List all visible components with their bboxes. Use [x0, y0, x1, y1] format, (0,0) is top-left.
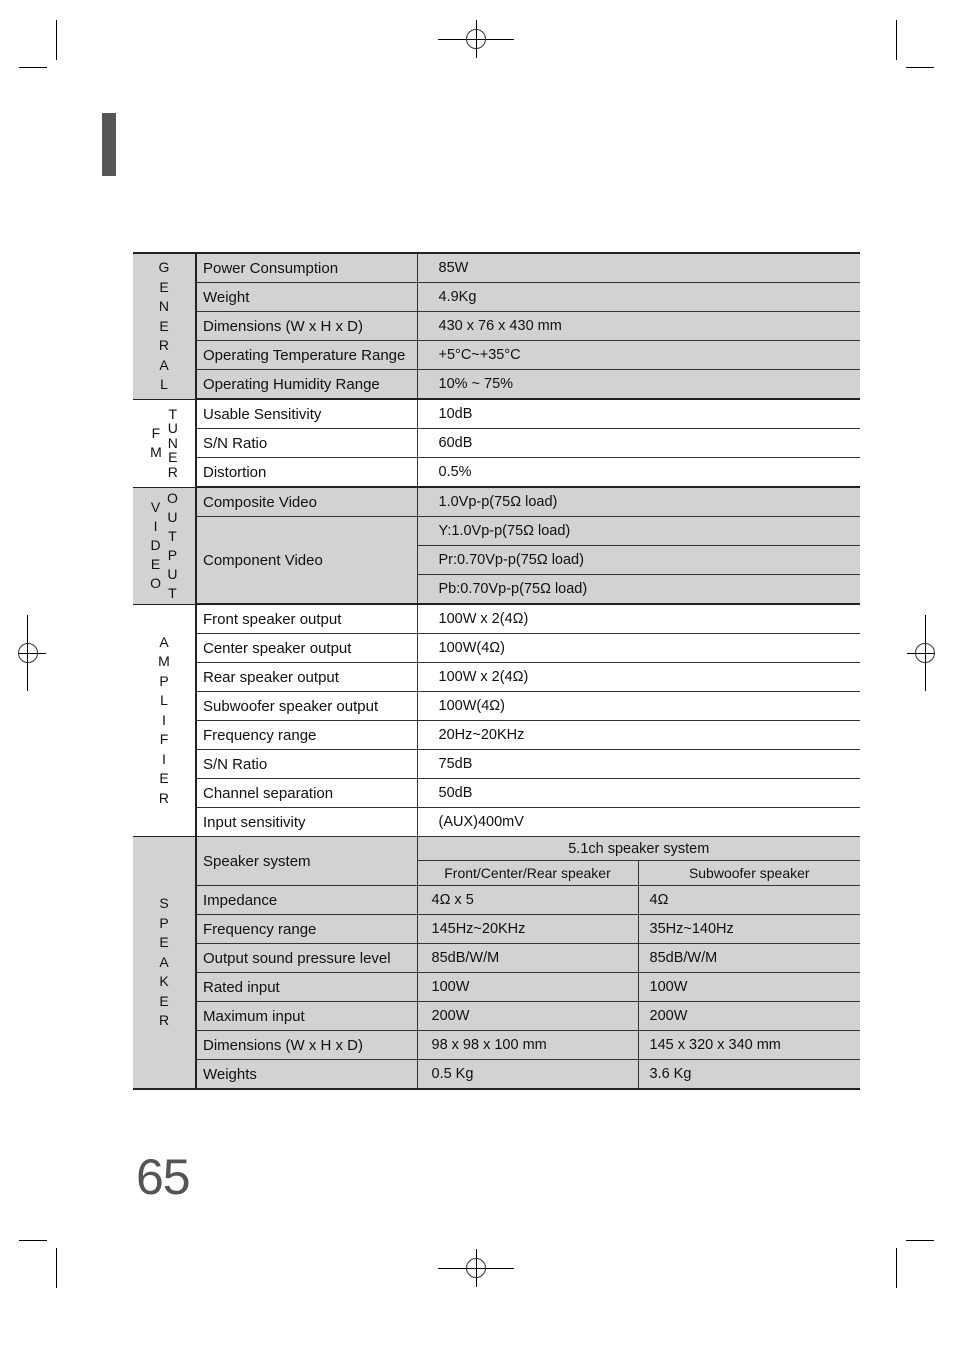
- spec-label: Channel separation: [196, 779, 417, 808]
- speaker-system-header: 5.1ch speaker system: [417, 837, 860, 861]
- table-row: [133, 1060, 860, 1090]
- spec-value: 100W x 2(4Ω): [417, 604, 860, 634]
- subwoofer-value: 200W: [638, 1002, 860, 1031]
- spec-value: 85W: [417, 254, 860, 283]
- spec-label: Subwoofer speaker output: [196, 692, 417, 721]
- table-row: [133, 341, 860, 370]
- column-header-subwoofer: Subwoofer speaker: [638, 861, 860, 886]
- spec-label: Dimensions (W x H x D): [196, 312, 417, 341]
- subwoofer-value: 85dB/W/M: [638, 944, 860, 973]
- registration-circle: [466, 1258, 486, 1278]
- registration-circle: [18, 643, 38, 663]
- spec-label: Weights: [196, 1060, 417, 1090]
- spec-value: 20Hz~20KHz: [417, 721, 860, 750]
- table-row: [133, 312, 860, 341]
- spec-value: 75dB: [417, 750, 860, 779]
- table-row: [133, 808, 860, 837]
- spec-value: 100W(4Ω): [417, 692, 860, 721]
- table-row: [133, 663, 860, 692]
- table-row: [133, 886, 860, 915]
- spec-value: Y:1.0Vp-p(75Ω load): [417, 517, 860, 546]
- front-value: 145Hz~20KHz: [417, 915, 638, 944]
- spec-label: Operating Temperature Range: [196, 341, 417, 370]
- spec-value: +5°C~+35°C: [417, 341, 860, 370]
- crop-mark: [906, 1240, 934, 1241]
- table-row: [133, 1031, 860, 1060]
- registration-circle: [466, 29, 486, 49]
- front-value: 98 x 98 x 100 mm: [417, 1031, 638, 1060]
- spec-label: Speaker system: [196, 837, 417, 886]
- table-row: [133, 721, 860, 750]
- spec-value: Pr:0.70Vp-p(75Ω load): [417, 546, 860, 575]
- crop-mark: [906, 67, 934, 68]
- front-value: 85dB/W/M: [417, 944, 638, 973]
- table-row: [133, 283, 860, 312]
- spec-label: Component Video: [196, 517, 417, 605]
- table-row: [133, 915, 860, 944]
- category-letters: V I D E O: [150, 499, 161, 591]
- front-value: 100W: [417, 973, 638, 1002]
- spec-value: 10% ~ 75%: [417, 370, 860, 400]
- spec-value: Pb:0.70Vp-p(75Ω load): [417, 575, 860, 605]
- front-value: 200W: [417, 1002, 638, 1031]
- crop-mark: [56, 20, 57, 60]
- crop-mark: [19, 67, 47, 68]
- category-video-output: [133, 487, 196, 604]
- spec-value: 10dB: [417, 399, 860, 429]
- table-row: [133, 370, 860, 400]
- category-general: [133, 254, 196, 399]
- category-fm-tuner: [133, 399, 196, 487]
- spec-label: Maximum input: [196, 1002, 417, 1031]
- subwoofer-value: 4Ω: [638, 886, 860, 915]
- spec-label: Composite Video: [196, 487, 417, 517]
- table-row: [133, 399, 860, 429]
- subwoofer-value: 35Hz~140Hz: [638, 915, 860, 944]
- subwoofer-value: 3.6 Kg: [638, 1060, 860, 1090]
- table-row: [133, 517, 860, 546]
- table-row: [133, 1002, 860, 1031]
- spec-label: Center speaker output: [196, 634, 417, 663]
- spec-value: 50dB: [417, 779, 860, 808]
- spec-value: 100W x 2(4Ω): [417, 663, 860, 692]
- category-letters: A M P L I F I E R: [158, 633, 170, 806]
- spec-value: 1.0Vp-p(75Ω load): [417, 487, 860, 517]
- table-row: [133, 458, 860, 488]
- table-row: [133, 750, 860, 779]
- category-speaker: [133, 837, 196, 1090]
- spec-label: Rated input: [196, 973, 417, 1002]
- table-row: [133, 973, 860, 1002]
- category-amplifier: [133, 604, 196, 837]
- spec-label: S/N Ratio: [196, 429, 417, 458]
- crop-mark: [19, 1240, 47, 1241]
- table-row: [133, 429, 860, 458]
- category-letters: G E N E R A L: [158, 259, 170, 392]
- front-value: 4Ω x 5: [417, 886, 638, 915]
- table-row: [133, 944, 860, 973]
- category-letters: F M: [150, 424, 162, 460]
- section-title-bar: [102, 113, 116, 176]
- spec-label: Output sound pressure level: [196, 944, 417, 973]
- subwoofer-value: 100W: [638, 973, 860, 1002]
- table-top-rule: [133, 252, 860, 254]
- table-row: [133, 634, 860, 663]
- spec-label: Front speaker output: [196, 604, 417, 634]
- front-value: 0.5 Kg: [417, 1060, 638, 1090]
- spec-label: Distortion: [196, 458, 417, 488]
- subwoofer-value: 145 x 320 x 340 mm: [638, 1031, 860, 1060]
- registration-circle: [915, 643, 935, 663]
- category-letters: S P E A K E R: [158, 895, 170, 1029]
- table-row: [133, 837, 860, 861]
- crop-mark: [56, 1248, 57, 1288]
- spec-value: 100W(4Ω): [417, 634, 860, 663]
- spec-label: Input sensitivity: [196, 808, 417, 837]
- spec-label: Dimensions (W x H x D): [196, 1031, 417, 1060]
- spec-label: Impedance: [196, 886, 417, 915]
- table-row: [133, 604, 860, 634]
- crop-mark: [896, 1248, 897, 1288]
- spec-label: Frequency range: [196, 915, 417, 944]
- spec-value: 60dB: [417, 429, 860, 458]
- table-row: [133, 254, 860, 283]
- spec-label: Frequency range: [196, 721, 417, 750]
- spec-value: (AUX)400mV: [417, 808, 860, 837]
- spec-label: Power Consumption: [196, 254, 417, 283]
- spec-value: 4.9Kg: [417, 283, 860, 312]
- table-row: [133, 779, 860, 808]
- spec-value: 430 x 76 x 430 mm: [417, 312, 860, 341]
- spec-label: S/N Ratio: [196, 750, 417, 779]
- spec-label: Weight: [196, 283, 417, 312]
- spec-label: Operating Humidity Range: [196, 370, 417, 400]
- spec-value: 0.5%: [417, 458, 860, 488]
- page-number: 65: [136, 1149, 190, 1205]
- column-header-front: Front/Center/Rear speaker: [417, 861, 638, 886]
- table-row: [133, 487, 860, 517]
- spec-label: Rear speaker output: [196, 663, 417, 692]
- specifications-table: [133, 254, 860, 1090]
- table-row: [133, 692, 860, 721]
- category-letters: T U N E R: [167, 405, 178, 480]
- crop-mark: [896, 20, 897, 60]
- spec-label: Usable Sensitivity: [196, 399, 417, 429]
- category-letters: O U T P U T: [167, 489, 178, 601]
